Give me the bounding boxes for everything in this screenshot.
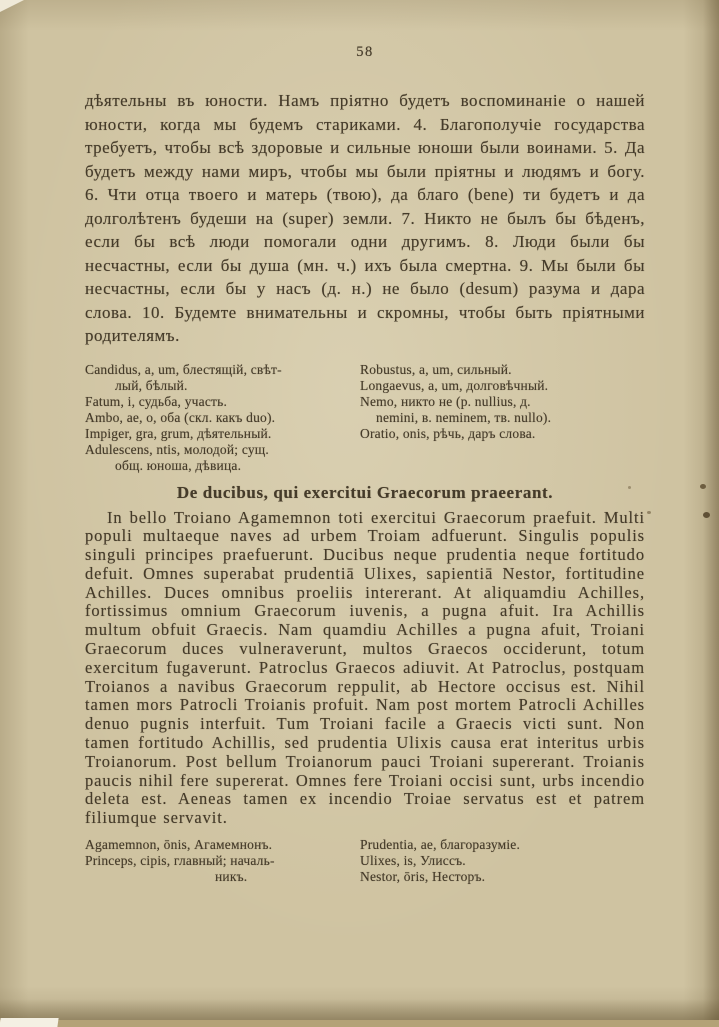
- vocab-row: [85, 853, 645, 869]
- page-content: [85, 0, 645, 885]
- vocabulary-bottom: [85, 837, 645, 885]
- vocab-row: [85, 837, 645, 853]
- vocab-entry: Fatum, i, судьба, участь.: [85, 393, 228, 409]
- page-edge-shadow-bottom: [0, 999, 719, 1021]
- vocab-entry: Prudentia, ae, благоразуміе.: [360, 837, 521, 853]
- scan-sliver-artifact: [0, 1018, 59, 1027]
- vocab-entry: Impiger, gra, grum, дѣятельный.: [85, 425, 272, 441]
- ink-speck: [647, 511, 651, 514]
- vocab-entry: Robustus, a, um, сильный.: [360, 361, 512, 377]
- scan-corner-artifact: [0, 0, 24, 12]
- vocab-row: [85, 869, 645, 885]
- vocab-entry-continuation: общ. юноша, дѣвица.: [115, 457, 242, 473]
- vocab-entry: Adulescens, ntis, молодой; сущ.: [85, 441, 269, 457]
- vocabulary-top: [85, 362, 645, 474]
- vocab-entry: Princeps, cipis, главный; началь-: [85, 853, 275, 869]
- vocab-entry: Agamemnon, ōnis, Агамемнонъ.: [85, 837, 273, 853]
- vocab-row: [85, 394, 645, 410]
- section-heading: De ducibus, qui exercitui Graecorum praeerant.: [176, 482, 554, 502]
- vocab-entry-continuation: лый, бѣлый.: [115, 377, 188, 393]
- vocab-entry-continuation: nemini, в. neminem, тв. nullo).: [376, 409, 552, 425]
- vocab-entry: Longaevus, a, um, долговѣчный.: [360, 377, 549, 393]
- vocab-entry: [360, 458, 645, 474]
- vocab-entry: Candidus, a, um, блестящій, свѣт-: [85, 361, 282, 377]
- vocab-entry: Ulixes, is, Улиссъ.: [360, 853, 466, 869]
- page-number: 58: [356, 44, 374, 60]
- vocab-row: [85, 458, 645, 474]
- vocab-entry: Nestor, ōris, Несторъ.: [360, 869, 486, 885]
- page-edge-strip: [0, 1020, 719, 1027]
- ink-speck: [700, 484, 706, 489]
- vocab-row: [85, 442, 645, 458]
- vocab-entry: Oratio, onis, рѣчь, даръ слова.: [360, 425, 536, 441]
- vocab-row: [85, 410, 645, 426]
- vocab-entry-continuation: никъ.: [215, 869, 248, 885]
- vocab-row: [85, 362, 645, 378]
- vocab-row: [85, 426, 645, 442]
- vocab-entry: [360, 442, 645, 458]
- russian-exercise-paragraph: дѣятельны въ юности. Намъ пріятно будетъ воспоминаніе о нашей юности, когда мы будемъ стариками. 4. Благополучіе государства требуетъ, чтобы всѣ здоровые и сильные юноши были воинами. 5. Да будетъ между нами миръ, чтобы мы были пріятны и людямъ и богу. 6. Чти отца твоего и матерь (твою), да благо (bene) ти будетъ и да долголѣтенъ будеши на (super) земли. 7. Никто не былъ бы бѣденъ, если бы всѣ люди помогали одни другимъ. 8. Люди были бы несчастны, если бы душа (мн. ч.) ихъ была смертна. 9. Мы были бы несчастны, если бы у насъ (д. н.) не было (desum) разума и дара слова. 10. Будемте внимательны и скромны, чтобы быть пріятными родителямъ.: [85, 91, 645, 345]
- vocab-entry: Ambo, ae, o, оба (скл. какъ duo).: [85, 409, 276, 425]
- vocab-entry: Nemo, никто не (р. nullius, д.: [360, 393, 531, 409]
- latin-reading-paragraph: In bello Troiano Agamemnon toti exercitui Graecorum praefuit. Multi populi multaeque naves ad urbem Troiam adfuerunt. Singulis populis singuli principes praefuerunt. Ducibus neque prudentia neque fortitudo defuit. Omnes superabat prudentiā Ulixes, sapientiā Nestor, fortitudine Achilles. Duces omnibus proeliis intererant. At aliquamdiu Achilles, fortissimus omnium Graecorum iuvenis, a pugna afuit. Ira Achillis multum obfuit Graecis. Nam quamdiu Achilles a pugna afuit, Troiani Graecorum duces vulneraverunt, multos Graecos occiderunt, totum exercitum fugaverunt. Patroclus Graecos adiuvit. At Patroclus, postquam Troianos a navibus Graecorum reppulit, ab Hectore occisus est. Nihil tamen mors Patrocli Troianis profuit. Nam post mortem Patrocli Achilles denuo pugnis interfuit. Tum Troiani facile a Graecis victi sunt. Non tamen fortitudo Achillis, sed prudentia Ulixis causa erat interitus urbis Troianorum. Post bellum Troianorum pauci Troiani supererant. Troianis paucis nihil fere supererat. Omnes fere Troiani occisi sunt, urbs incendio deleta est. Aeneas tamen ex incendio Troiae servatus est et patrem filiumque servavit.: [85, 507, 645, 828]
- vocab-row: [85, 378, 645, 394]
- ink-speck: [703, 512, 710, 518]
